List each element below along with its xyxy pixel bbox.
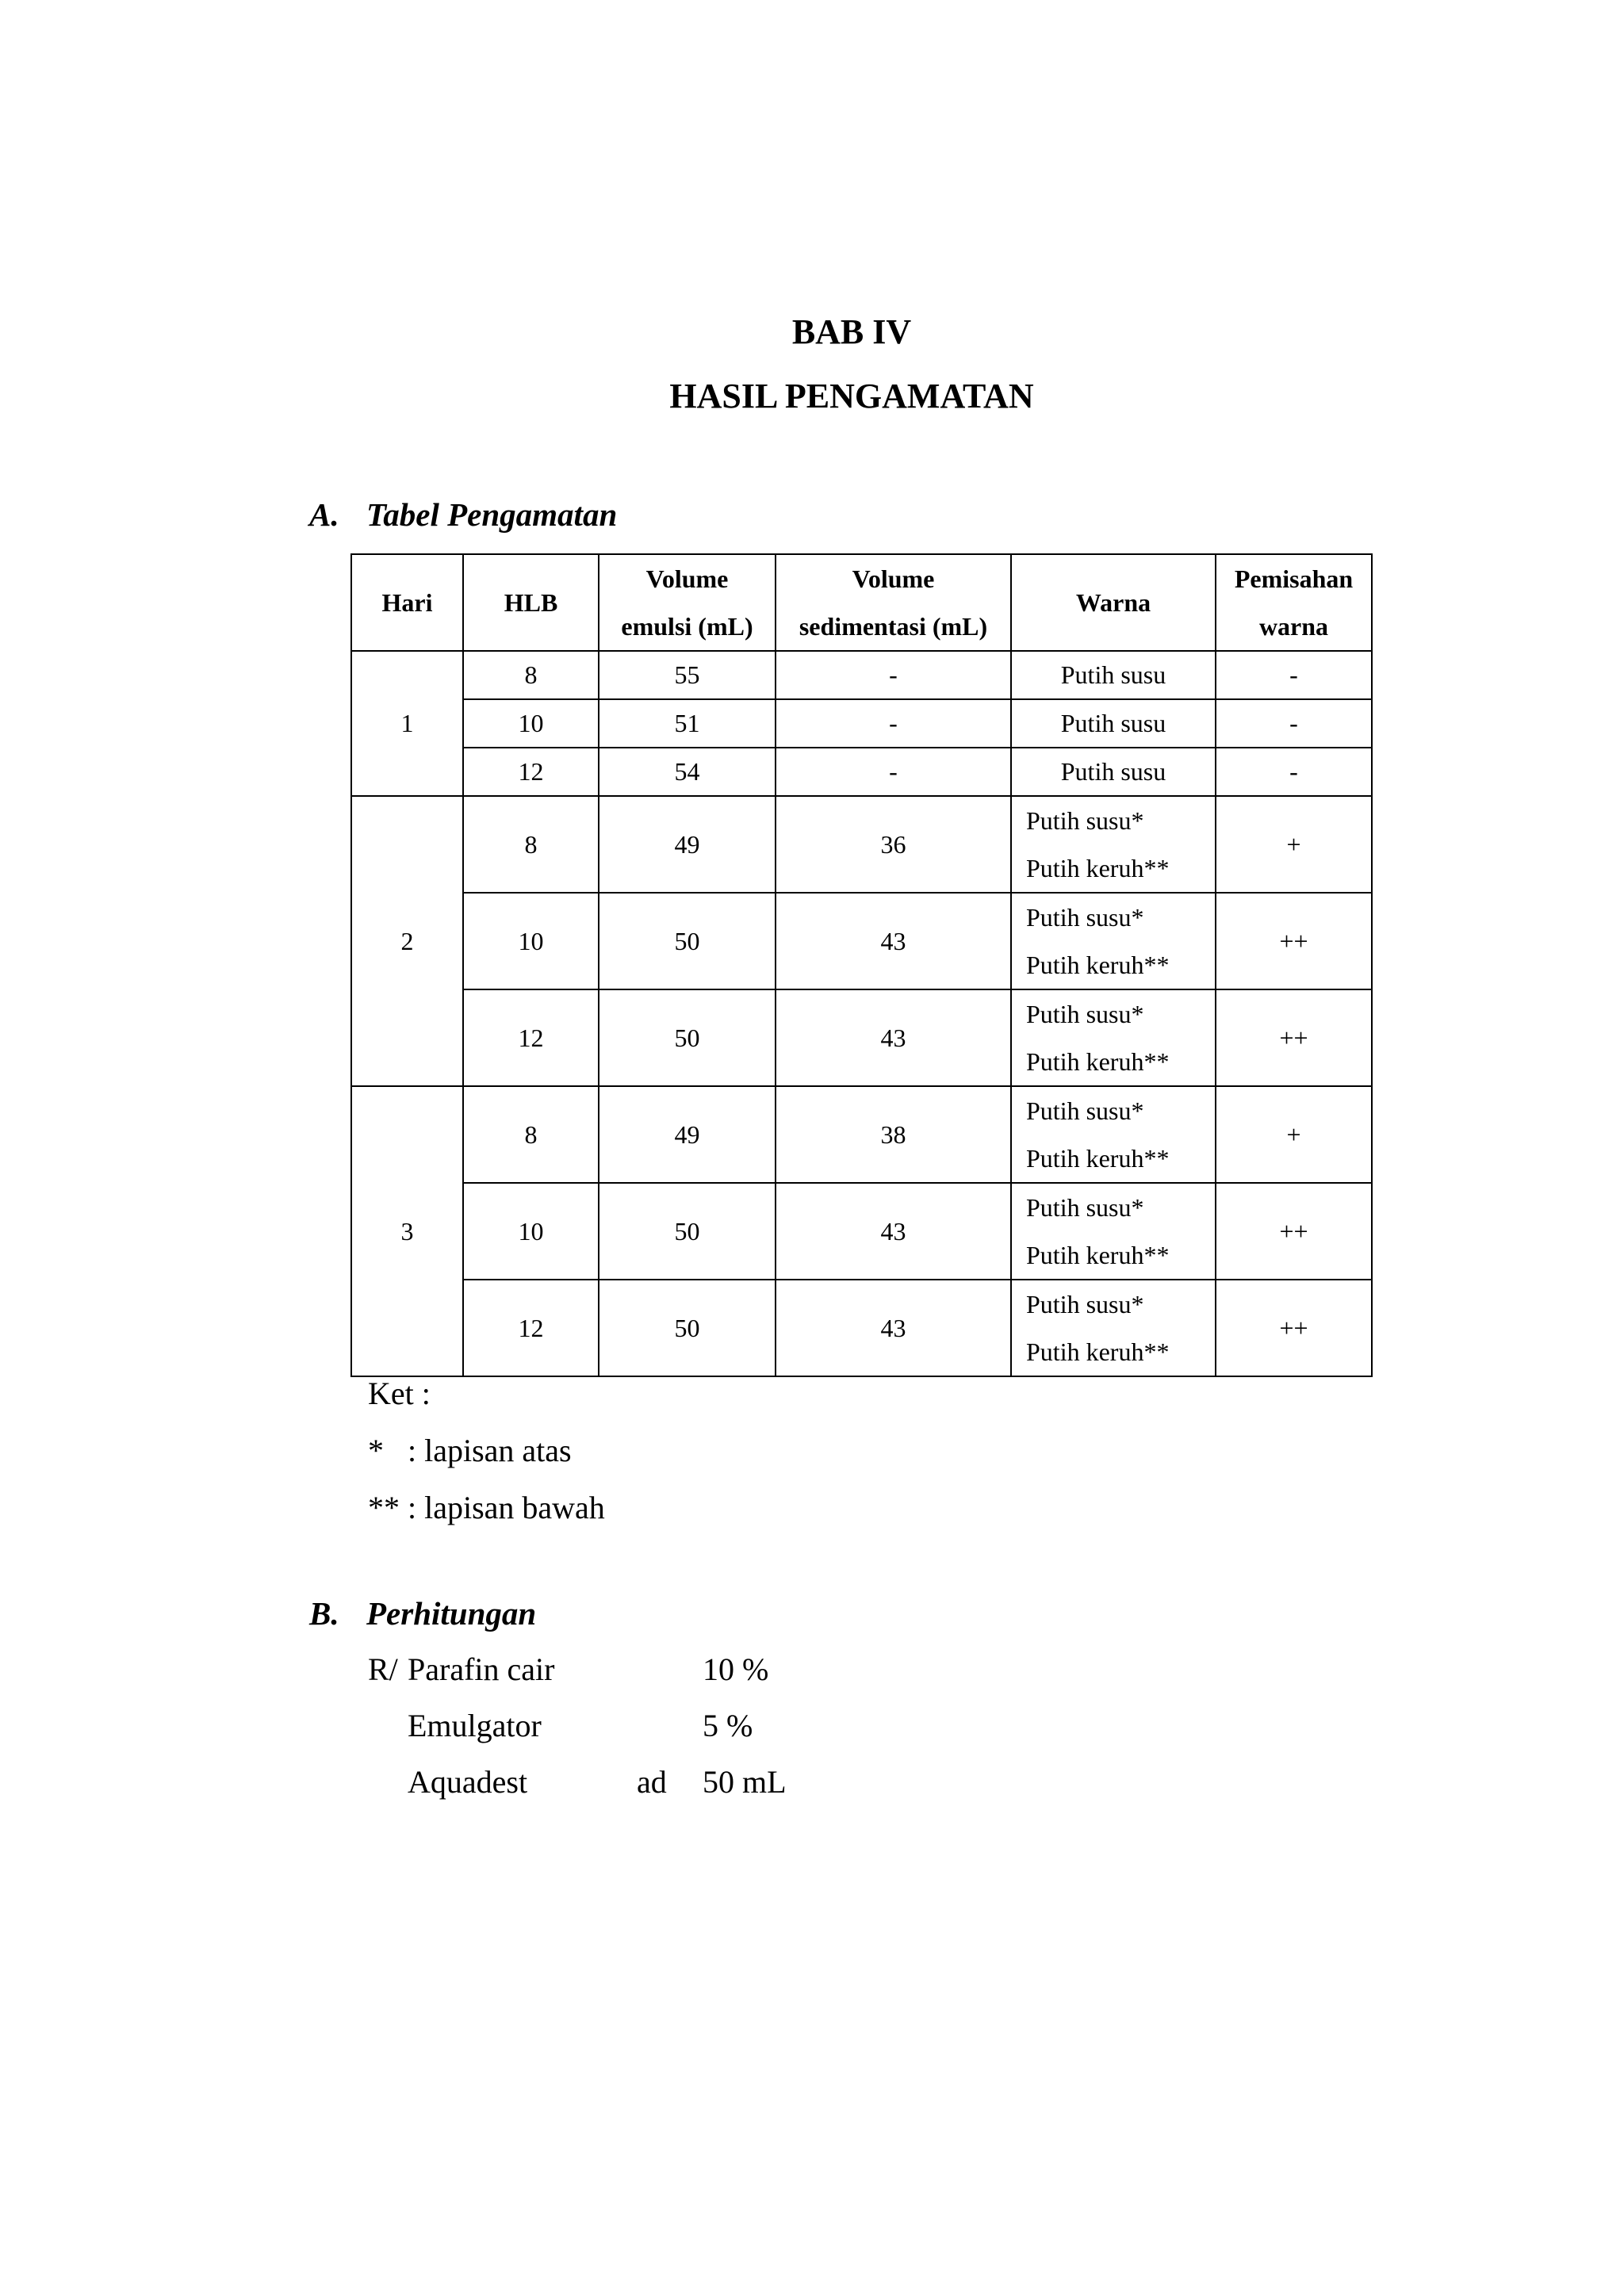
cell-volume-emulsi: 50 — [599, 1183, 776, 1280]
header-hlb: HLB — [463, 554, 599, 651]
header-volume-sedimentasi-line2: sedimentasi (mL) — [799, 612, 988, 641]
table-row — [351, 796, 1372, 893]
cell-hari: 1 — [351, 651, 463, 796]
cell-hlb: 12 — [463, 989, 599, 1086]
section-a-title: Tabel Pengamatan — [366, 496, 618, 533]
cell-hlb: 8 — [463, 651, 599, 699]
cell-pemisahan: - — [1216, 748, 1372, 796]
cell-warna — [1011, 1183, 1216, 1280]
warna-lower-layer: Putih keruh** — [1026, 1337, 1170, 1366]
cell-warna: Putih susu — [1011, 651, 1216, 699]
table-row — [351, 1183, 1372, 1280]
table-row — [351, 989, 1372, 1086]
cell-pemisahan: ++ — [1216, 893, 1372, 989]
observation-table — [350, 553, 1373, 1377]
cell-hlb: 8 — [463, 1086, 599, 1183]
table-row — [351, 893, 1372, 989]
cell-volume-sedimentasi: 36 — [776, 796, 1011, 893]
cell-volume-sedimentasi: 38 — [776, 1086, 1011, 1183]
warna-upper-layer: Putih susu* — [1026, 806, 1144, 835]
cell-volume-emulsi: 49 — [599, 796, 776, 893]
cell-volume-emulsi: 49 — [599, 1086, 776, 1183]
cell-warna: Putih susu — [1011, 699, 1216, 748]
section-a-letter: A. — [309, 496, 339, 533]
cell-warna — [1011, 989, 1216, 1086]
header-pemisahan-warna — [1216, 554, 1372, 651]
cell-volume-emulsi: 55 — [599, 651, 776, 699]
cell-hlb: 10 — [463, 893, 599, 989]
cell-volume-emulsi: 54 — [599, 748, 776, 796]
warna-upper-layer: Putih susu* — [1026, 1193, 1144, 1222]
cell-hlb: 8 — [463, 796, 599, 893]
cell-volume-sedimentasi: 43 — [776, 893, 1011, 989]
cell-pemisahan: - — [1216, 699, 1372, 748]
warna-lower-layer: Putih keruh** — [1026, 854, 1170, 882]
cell-volume-sedimentasi: - — [776, 699, 1011, 748]
header-pemisahan-line2: warna — [1258, 612, 1329, 641]
recipe-item-ad: ad — [637, 1764, 667, 1800]
cell-volume-sedimentasi: 43 — [776, 989, 1011, 1086]
note-item-lower: ** : lapisan bawah — [368, 1490, 605, 1525]
recipe-item-amount: 50 mL — [703, 1764, 787, 1800]
warna-lower-layer: Putih keruh** — [1026, 1047, 1170, 1076]
cell-hlb: 12 — [463, 748, 599, 796]
cell-volume-sedimentasi: - — [776, 651, 1011, 699]
cell-volume-emulsi: 50 — [599, 1280, 776, 1376]
cell-volume-emulsi: 51 — [599, 699, 776, 748]
table-row — [351, 1280, 1372, 1376]
warna-upper-layer: Putih susu* — [1026, 1096, 1144, 1125]
cell-pemisahan: + — [1216, 1086, 1372, 1183]
section-a-heading — [309, 496, 618, 533]
chapter-title: HASIL PENGAMATAN — [669, 377, 1034, 415]
header-hari: Hari — [351, 554, 463, 651]
warna-lower-layer: Putih keruh** — [1026, 1144, 1170, 1173]
table-row — [351, 699, 1372, 748]
table-row — [351, 651, 1372, 699]
cell-hlb: 12 — [463, 1280, 599, 1376]
cell-pemisahan: ++ — [1216, 989, 1372, 1086]
recipe-item-amount: 10 % — [703, 1651, 769, 1687]
section-b-heading — [309, 1595, 537, 1632]
cell-volume-sedimentasi: 43 — [776, 1183, 1011, 1280]
warna-lower-layer: Putih keruh** — [1026, 1241, 1170, 1269]
cell-hlb: 10 — [463, 699, 599, 748]
cell-pemisahan: ++ — [1216, 1183, 1372, 1280]
header-volume-emulsi — [599, 554, 776, 651]
header-volume-sedimentasi-line1: Volume — [852, 564, 935, 593]
cell-hlb: 10 — [463, 1183, 599, 1280]
section-b-letter: B. — [309, 1595, 339, 1632]
header-volume-emulsi-line2: emulsi (mL) — [621, 612, 753, 641]
table-row — [351, 748, 1372, 796]
header-pemisahan-line1: Pemisahan — [1234, 564, 1354, 593]
cell-warna: Putih susu — [1011, 748, 1216, 796]
recipe-item-name: Emulgator — [408, 1708, 542, 1743]
cell-warna — [1011, 796, 1216, 893]
cell-pemisahan: ++ — [1216, 1280, 1372, 1376]
cell-volume-sedimentasi: - — [776, 748, 1011, 796]
warna-lower-layer: Putih keruh** — [1026, 951, 1170, 979]
table-row — [351, 1086, 1372, 1183]
cell-warna — [1011, 1280, 1216, 1376]
note-item-upper: * : lapisan atas — [368, 1433, 572, 1468]
cell-pemisahan: - — [1216, 651, 1372, 699]
cell-warna — [1011, 893, 1216, 989]
cell-hari: 2 — [351, 796, 463, 1086]
section-b-title: Perhitungan — [366, 1595, 537, 1632]
cell-volume-sedimentasi: 43 — [776, 1280, 1011, 1376]
recipe-item-name: Parafin cair — [408, 1651, 555, 1687]
warna-upper-layer: Putih susu* — [1026, 903, 1144, 932]
table-header-row — [351, 554, 1372, 651]
cell-warna — [1011, 1086, 1216, 1183]
cell-pemisahan: + — [1216, 796, 1372, 893]
header-warna: Warna — [1011, 554, 1216, 651]
recipe-item-name: Aquadest — [408, 1764, 528, 1800]
header-volume-sedimentasi — [776, 554, 1011, 651]
warna-upper-layer: Putih susu* — [1026, 1000, 1144, 1028]
chapter-number: BAB IV — [791, 312, 912, 351]
recipe-prefix: R/ — [368, 1651, 398, 1687]
header-volume-emulsi-line1: Volume — [645, 564, 729, 593]
cell-volume-emulsi: 50 — [599, 893, 776, 989]
cell-volume-emulsi: 50 — [599, 989, 776, 1086]
cell-hari: 3 — [351, 1086, 463, 1376]
notes-title: Ket : — [368, 1376, 431, 1411]
recipe-item-amount: 5 % — [703, 1708, 753, 1743]
warna-upper-layer: Putih susu* — [1026, 1290, 1144, 1318]
